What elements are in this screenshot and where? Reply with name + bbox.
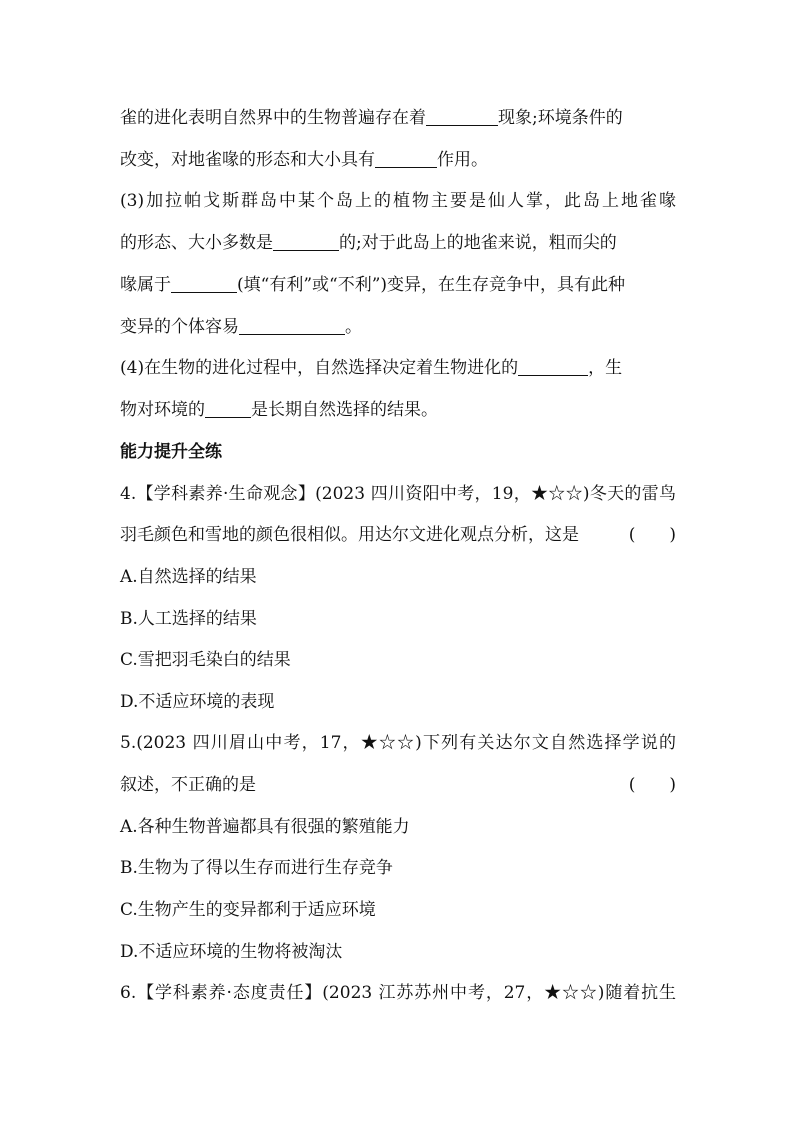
answer-blank[interactable] [426,107,498,126]
answer-blank[interactable] [375,149,437,168]
answer-blank[interactable] [518,357,588,376]
answer-blank[interactable] [171,274,237,293]
q4-option-d: D.不适应环境的表现 [120,692,275,712]
q4-stem-line-1: 4.【学科素养·生命观念】(2023 四川资阳中考，19，★☆☆)冬天的雷鸟 [120,484,676,504]
q3-3-line-3: 喙属于 (填“有利”或“不利”)变异，在生存竞争中，具有此种 [120,275,626,295]
answer-paren[interactable]: ( ) [628,525,676,545]
answer-paren[interactable]: ( ) [628,775,676,795]
q5-option-a: A.各种生物普遍都具有很强的繁殖能力 [120,817,410,837]
q3-3-line-4: 变异的个体容易 。 [120,317,362,337]
q4-option-c: C.雪把羽毛染白的结果 [120,650,291,670]
section-title: 能力提升全练 [120,442,222,462]
q6-stem-line-1: 6.【学科素养·态度责任】(2023 江苏苏州中考，27，★☆☆)随着抗生 [120,983,676,1003]
q3-cont-line-2: 改变，对地雀喙的形态和大小具有 作用。 [120,150,488,170]
answer-blank[interactable] [273,232,339,251]
q3-cont-line-1: 雀的进化表明自然界中的生物普遍存在着 现象;环境条件的 [120,108,623,128]
q5-option-d: D.不适应环境的生物将被淘汰 [120,942,343,962]
answer-blank[interactable] [239,316,345,335]
q5-option-b: B.生物为了得以生存而进行生存竞争 [120,858,393,878]
q4-option-a: A.自然选择的结果 [120,567,257,587]
q5-option-c: C.生物产生的变异都利于适应环境 [120,900,376,920]
q4-option-b: B.人工选择的结果 [120,609,257,629]
q3-3-line-2: 的形态、大小多数是 的;对于此岛上的地雀来说，粗而尖的 [120,233,617,253]
answer-blank[interactable] [205,399,251,418]
q3-3-line-1: (3)加拉帕戈斯群岛中某个岛上的植物主要是仙人掌，此岛上地雀喙 [120,191,676,211]
q5-stem-line-2: 叙述，不正确的是 ( ) [120,775,676,795]
q5-stem-line-1: 5.(2023 四川眉山中考，17，★☆☆)下列有关达尔文自然选择学说的 [120,733,676,753]
q3-4-line-1: (4)在生物的进化过程中，自然选择决定着生物进化的 ，生 [120,358,623,378]
q3-4-line-2: 物对环境的 是长期自然选择的结果。 [120,400,438,420]
q4-stem-line-2: 羽毛颜色和雪地的颜色很相似。用达尔文进化观点分析，这是 ( ) [120,525,676,545]
